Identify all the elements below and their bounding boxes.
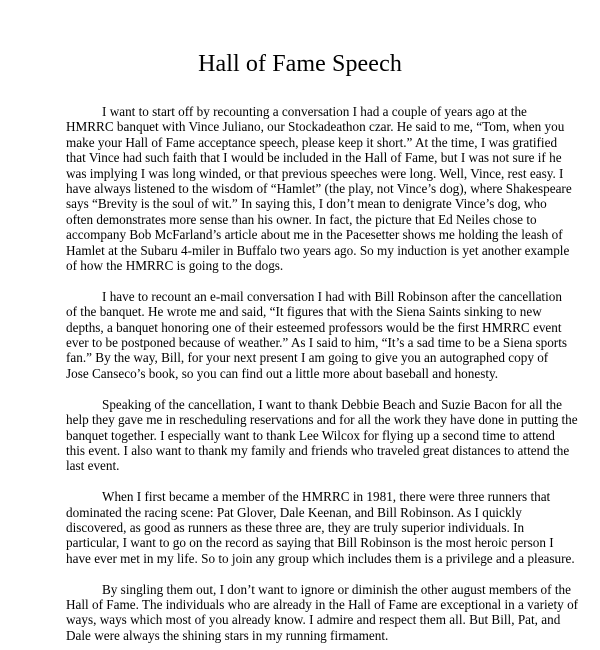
paragraph-line: I have to recount an e-mail conversation I had with Bill Robinson after the cancellation	[102, 288, 562, 304]
paragraph	[66, 581, 579, 644]
paragraph-line: was implying I was long winded, or that previous speeches were long. Well, Vince, rest easy. I	[66, 165, 564, 181]
paragraph-line: have ever met in my life. So to join any group which includes them is a privilege and a pleasure.	[66, 550, 575, 566]
paragraph-line: By singling them out, I don’t want to ignore or diminish the other august members of the	[102, 581, 571, 597]
paragraph	[66, 104, 572, 274]
paragraph-line: accompany Bob McFarland’s article about me in the Pacesetter shows me holding the leash of	[66, 227, 563, 243]
paragraph-line: last event.	[66, 458, 120, 474]
paragraph-line: discovered, as good as runners as these three are, they are truly superior individuals. In	[66, 519, 525, 535]
paragraph-line: Jose Canseco’s book, so you can find out a little more about baseball and honesty.	[66, 365, 499, 381]
paragraph-line: have always listened to the wisdom of “Hamlet” (the play, not Vince’s dog), where Shakespeare	[66, 181, 572, 197]
paragraph-line: Dale were always the shining stars in my running firmament.	[66, 627, 389, 643]
paragraph	[66, 489, 575, 566]
paragraph-line: Speaking of the cancellation, I want to thank Debbie Beach and Suzie Bacon for all the	[102, 396, 562, 412]
paragraph-line: depths, a banquet honoring one of their esteemed professors would be the first HMRRC event	[66, 319, 562, 335]
paragraph-line: particular, I want to go on the record as saying that Bill Robinson is the most heroic person I	[66, 535, 554, 551]
paragraph-line: When I first became a member of the HMRRC in 1981, there were three runners that	[102, 489, 551, 505]
paragraph-line: says “Brevity is the soul of wit.” In saying this, I don’t mean to denigrate Vince’s dog, who	[66, 196, 547, 212]
document-body	[66, 104, 579, 643]
paragraph-line: fan.” By the way, Bill, for your next present I am going to give you an autographed copy of	[66, 350, 549, 366]
paragraph-line: of the banquet. He wrote me and said, “It figures that with the Siena Saints sinking to new	[66, 304, 542, 320]
paragraph-line: ways, ways which most of you already know. I admire and respect them all. But Bill, Pat, and	[66, 612, 561, 628]
paragraph	[66, 288, 567, 381]
paragraph	[66, 396, 578, 474]
paragraph-line: that Vince had such faith that I would be included in the Hall of Fame, but I was not sure if he	[66, 150, 562, 166]
paragraph-line: banquet together. I especially want to thank Lee Wilcox for flying up a second time to attend	[66, 427, 555, 443]
document-title: Hall of Fame Speech	[198, 51, 402, 77]
paragraph-line: make your Hall of Fame acceptance speech, please keep it short.” At the time, I was gratified	[66, 134, 558, 150]
paragraph-line: Hall of Fame. The individuals who are already in the Hall of Fame are exceptional in a variety of	[66, 596, 579, 612]
paragraph-line: help they gave me in rescheduling reservations and for all the work they have done in putting the	[66, 412, 578, 428]
paragraph-line: of how the HMRRC is going to the dogs.	[66, 258, 284, 274]
paragraph-line: ever to be postponed because of weather.” As I said to him, “It’s a sad time to be a Siena sports	[66, 335, 567, 351]
paragraph-line: dominated the racing scene: Pat Glover, Dale Keenan, and Bill Robinson. As I quickly	[66, 504, 522, 520]
paragraph-line: often demonstrates more sense than his owner. In fact, the picture that Ed Neiles chose to	[66, 211, 537, 227]
paragraph-line: Hamlet at the Subaru 4-miler in Buffalo two years ago. So my induction is yet another example	[66, 242, 570, 258]
paragraph-line: this event. I also want to thank my family and friends who traveled great distances to attend the	[66, 442, 570, 458]
paragraph-line: HMRRC banquet with Vince Juliano, our Stockadeathon czar. He said to me, “Tom, when you	[66, 119, 565, 135]
paragraph-line: I want to start off by recounting a conversation I had a couple of years ago at the	[102, 104, 527, 119]
